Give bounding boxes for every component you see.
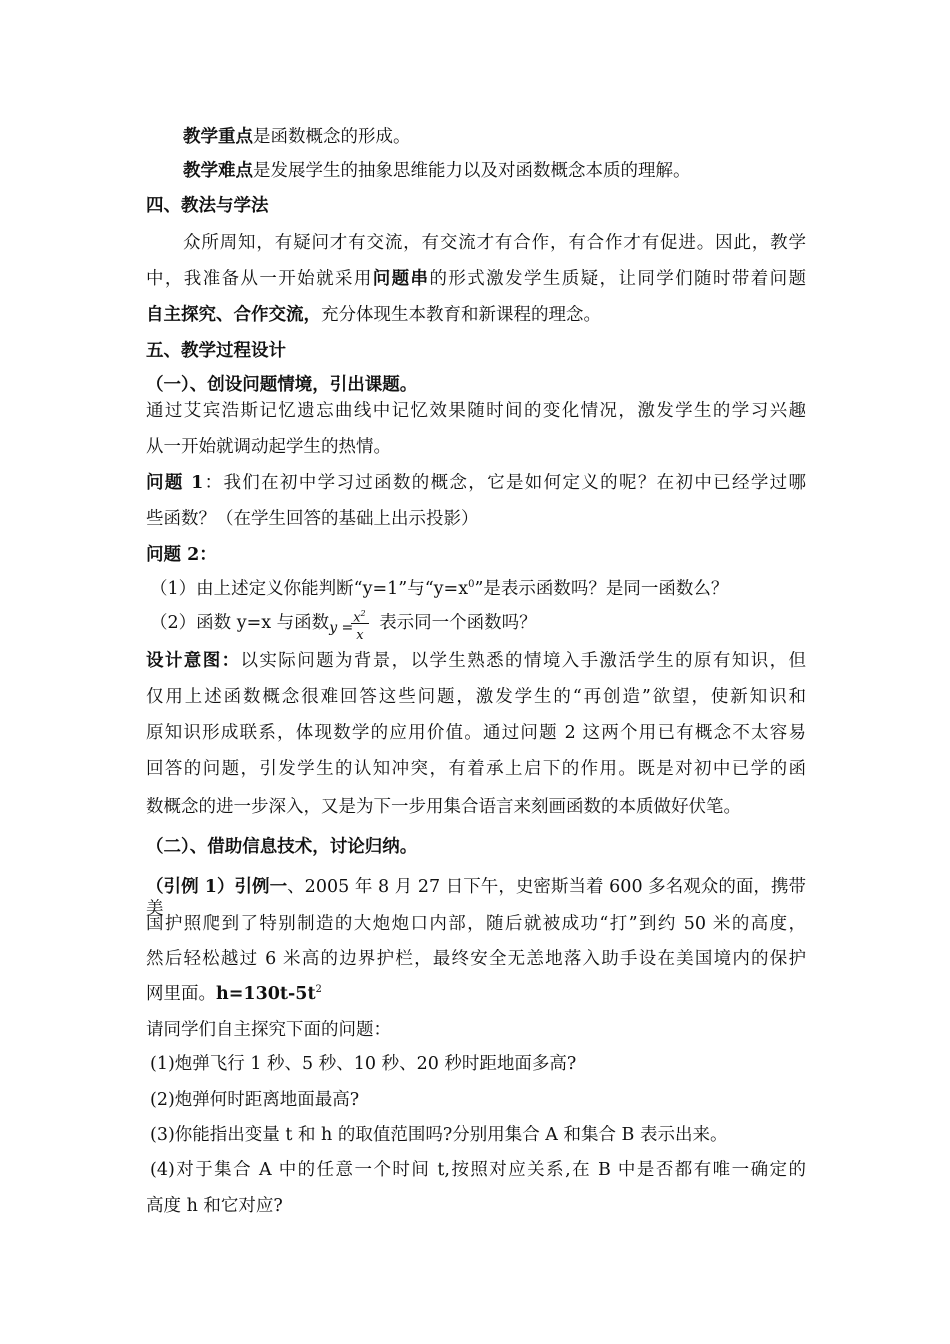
subsection-heading-2: （二）、借助信息技术，讨论归纳。 bbox=[146, 837, 418, 857]
paragraph-line: 请同学们自主探究下面的问题： bbox=[146, 1020, 391, 1040]
paragraph-line: 回答的问题，引发学生的认知冲突，有着承上启下的作用。既是对初中已学的函 bbox=[146, 759, 806, 779]
paragraph-line: 从一开始就调动起学生的热情。 bbox=[146, 437, 391, 457]
section-heading-4: 四、教法与学法 bbox=[146, 196, 269, 216]
paragraph-line: 中，我准备从一开始就采用问题串的形式激发学生质疑，让同学们随时带着问题 bbox=[146, 269, 807, 289]
question-item-3: (3)你能指出变量 t 和 h 的取值范围吗?分别用集合 A 和集合 B 表示出来。 bbox=[150, 1125, 728, 1145]
question-1: 问题 1：我们在初中学习过函数的概念，它是如何定义的呢？在初中已经学过哪 bbox=[146, 473, 806, 493]
teaching-key-point: 教学重点是函数概念的形成。 bbox=[183, 127, 411, 147]
fraction-formula: y = $x^2$ x bbox=[329, 613, 379, 635]
question-2-item-1: （1）由上述定义你能判断“y=1”与“$y=x^0$”是表示函数吗？是同一函数么？ bbox=[150, 579, 729, 599]
question-2-item-2: （2）函数 y=x 与函数 y = $x^2$ x 表示同一个函数吗？ bbox=[150, 608, 537, 643]
paragraph-line: 然后轻松越过 6 米高的边界护栏，最终安全无恙地落入助手设在美国境内的保护 bbox=[146, 949, 806, 969]
paragraph-line: 些函数？（在学生回答的基础上出示投影） bbox=[146, 509, 479, 529]
example-1: （引例 1）引例一、2005 年 8 月 27 日下午，史密斯当着 600 多名观众的面，携带美 bbox=[146, 877, 806, 919]
design-intent: 设计意图：以实际问题为背景，以学生熟悉的情境入手激活学生的原有知识，但 bbox=[146, 651, 807, 671]
paragraph-line: 仅用上述函数概念很难回答这些问题，激发学生的“再创造”欲望，使新知识和 bbox=[146, 687, 806, 707]
paragraph-line: 数概念的进一步深入，又是为下一步用集合语言来刻画函数的本质做好伏笔。 bbox=[146, 797, 741, 817]
question-item-1: (1)炮弹飞行 1 秒、5 秒、10 秒、20 秒时距地面多高? bbox=[150, 1054, 577, 1074]
section-heading-5: 五、教学过程设计 bbox=[146, 341, 286, 361]
paragraph-line: 高度 h 和它对应? bbox=[146, 1196, 283, 1216]
fraction-bar bbox=[351, 623, 369, 624]
paragraph-line: 通过艾宾浩斯记忆遗忘曲线中记忆效果随时间的变化情况，激发学生的学习兴趣 bbox=[146, 401, 806, 421]
paragraph-line: 自主探究、合作交流，充分体现生本教育和新课程的理念。 bbox=[146, 305, 601, 325]
paragraph-line: 国护照爬到了特别制造的大炮炮口内部，随后就被成功“打”到约 50 米的高度， bbox=[146, 914, 806, 934]
teaching-difficulty: 教学难点是发展学生的抽象思维能力以及对函数概念本质的理解。 bbox=[183, 161, 691, 181]
question-item-4: (4)对于集合 A 中的任意一个时间 t,按照对应关系,在 B 中是否都有唯一确定的 bbox=[150, 1160, 806, 1180]
question-item-2: (2)炮弹何时距离地面最高? bbox=[150, 1090, 360, 1110]
formula-line: 网里面。$h=130t-5t^2$ bbox=[146, 984, 322, 1004]
question-2-heading: 问题 2： bbox=[146, 545, 217, 565]
paragraph-line: 众所周知，有疑问才有交流，有交流才有合作，有合作才有促进。因此，教学 bbox=[183, 233, 806, 253]
subsection-heading-1: （一）、创设问题情境，引出课题。 bbox=[146, 375, 418, 395]
paragraph-line: 原知识形成联系，体现数学的应用价值。通过问题 2 这两个用已有概念不太容易 bbox=[146, 723, 806, 743]
